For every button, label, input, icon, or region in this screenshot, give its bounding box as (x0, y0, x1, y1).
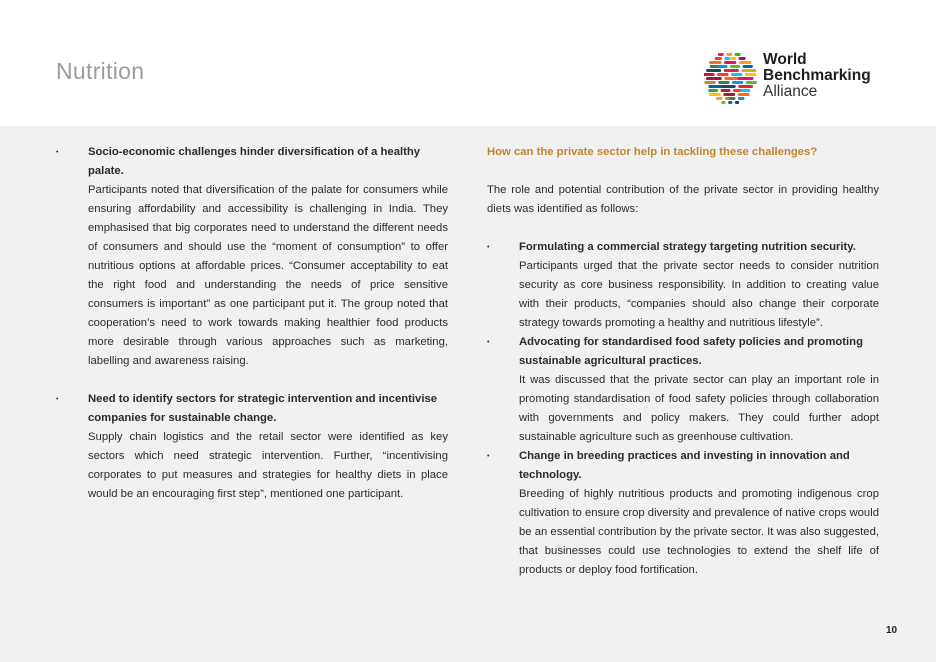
logo-stripe (735, 101, 739, 104)
item-title: Formulating a commercial strategy targeting nutrition security. (519, 241, 856, 253)
bullet-icon: • (487, 244, 490, 251)
bullet-icon: • (487, 453, 490, 460)
logo-stripe (723, 93, 735, 96)
logo-stripe (739, 61, 751, 64)
page-number: 10 (886, 625, 898, 636)
logo-stripe (706, 77, 722, 80)
logo-stripe (708, 89, 718, 92)
logo-stripe (715, 57, 722, 60)
item-title: Change in breeding practices and investing in innovation and technology. (519, 450, 850, 481)
item-title: Advocating for standardised food safety policies and promoting sustainable agricultural practices. (519, 336, 863, 367)
logo-stripe (738, 85, 753, 88)
logo-line-2: Benchmarking (763, 67, 871, 84)
logo-stripe (721, 85, 736, 88)
logo-stripe (726, 53, 732, 56)
bullet-icon: • (487, 339, 490, 346)
logo-stripe (743, 65, 753, 68)
logo-wordmark (763, 52, 871, 100)
bullet-icon: • (56, 149, 59, 156)
logo-stripe (718, 81, 729, 84)
wba-logo-mark-icon (704, 50, 758, 106)
right-column (487, 143, 879, 580)
section-question: How can the private sector help in tackling these challenges? (487, 146, 818, 158)
logo-stripe (738, 97, 745, 100)
logo-line-1: World (763, 51, 807, 68)
list-item (487, 447, 879, 580)
list-item (487, 333, 879, 447)
item-text: Supply chain logistics and the retail sector were identified as key sectors which need strategic intervention. Further, “incentivising corporates to put measures and strategies for healthy diets in place would be an encouraging first step”, mentioned one participant. (88, 431, 448, 500)
item-text: Participants urged that the private sector needs to consider nutrition security as core business responsibility. In addition to creating value with their products, “companies should also change their corporate strategy towards promoting a healthy and nutritious lifestyle”. (519, 260, 879, 329)
logo-stripe (717, 73, 728, 76)
item-title: Socio-economic challenges hinder diversification of a healthy palate. (88, 146, 421, 177)
logo-stripe (724, 69, 739, 72)
bullet-icon: • (56, 396, 59, 403)
logo-stripe (729, 97, 736, 100)
logo-stripe (721, 101, 725, 104)
page-header (0, 0, 936, 126)
list-item (56, 390, 448, 504)
logo-stripe (709, 93, 721, 96)
logo-stripe (704, 81, 715, 84)
section-intro: The role and potential contribution of the private sector in providing healthy diets was identified as follows: (487, 184, 879, 215)
list-item (56, 143, 448, 371)
logo-line-3: Alliance (763, 83, 818, 100)
logo-stripe (738, 93, 750, 96)
wba-logo (704, 50, 894, 106)
logo-stripe (740, 89, 750, 92)
item-title: Need to identify sectors for strategic intervention and incentivise companies for sustainable change. (88, 393, 438, 424)
item-text: Participants noted that diversification of the palate for consumers while ensuring affordability and accessibility is challenging in India. They emphasised that big corporates need to understand the different needs of consumers and should use the “moment of consumption” to offer nutritious options at affordable prices. “Consumer acceptability to eat the right food and understanding the needs of price sensitive consumers is important” as one participant put it. The group noted that cooperation’s need to work towards making healthier food products more desirable through various approaches such as marketing, labelling and awareness raising. (88, 184, 448, 367)
list-item (487, 238, 879, 333)
logo-stripe (735, 53, 741, 56)
logo-stripe (732, 81, 743, 84)
logo-stripe (717, 65, 727, 68)
logo-stripe (729, 57, 736, 60)
logo-stripe (706, 69, 721, 72)
logo-stripe (738, 77, 754, 80)
logo-stripe (745, 73, 756, 76)
logo-stripe (704, 73, 715, 76)
logo-stripe (718, 53, 724, 56)
logo-stripe (739, 57, 746, 60)
left-column (56, 143, 448, 504)
item-text: It was discussed that the private sector can play an important role in promoting standardisation of food safety policies through collaboration with governments and policy makers. They could further adopt sustainable agriculture such as greenhouse cultivation. (519, 374, 879, 443)
page-title: Nutrition (56, 58, 145, 84)
logo-stripe (728, 101, 732, 104)
logo-stripe (709, 61, 721, 64)
logo-stripe (746, 81, 757, 84)
logo-stripe (724, 61, 736, 64)
logo-stripe (730, 65, 740, 68)
logo-stripe (731, 73, 742, 76)
item-text: Breeding of highly nutritious products and promoting indigenous crop cultivation to ensure crop diversity and prevalence of native crops would be an essential contribution by the private sector. It was also suggested, that businesses could use technologies to extend the shelf life of products or deploy food fortification. (519, 488, 879, 576)
logo-stripe (716, 97, 723, 100)
logo-stripe (741, 69, 756, 72)
logo-stripe (721, 89, 731, 92)
